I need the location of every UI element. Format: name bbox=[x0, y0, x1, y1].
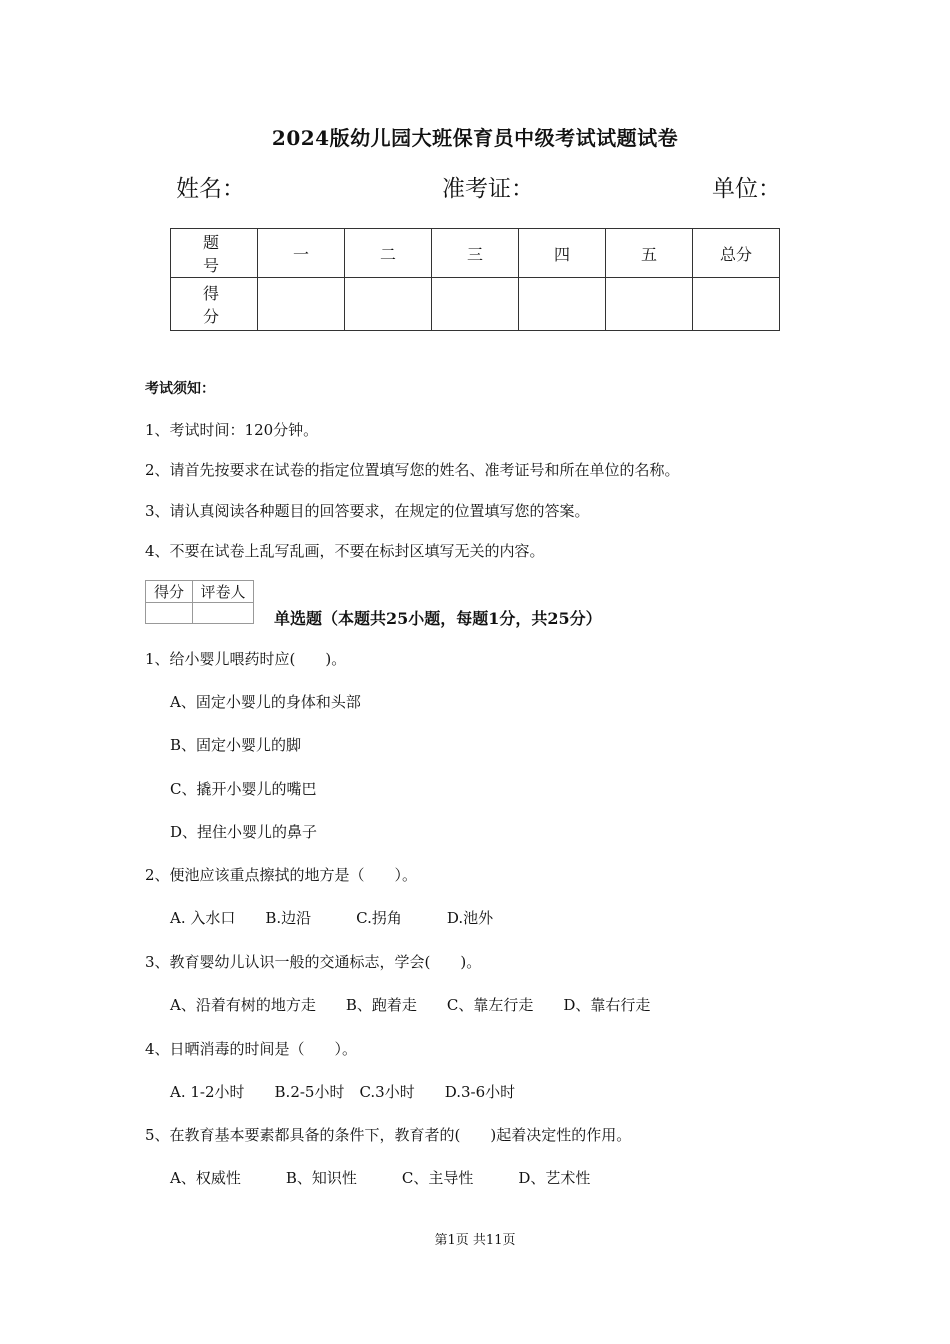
grader-name-cell bbox=[193, 603, 254, 624]
question-stem: 5、在教育基本要素都具备的条件下，教育者的( )起着决定性的作用。 bbox=[145, 1126, 632, 1144]
notice-item: 1、考试时间：120分钟。 bbox=[145, 421, 319, 439]
total-header: 总分 bbox=[693, 229, 780, 278]
question-stem: 1、给小婴儿喂药时应( )。 bbox=[145, 650, 347, 668]
question-option: B、固定小婴儿的脚 bbox=[170, 736, 302, 754]
exam-id-label: 准考证： bbox=[442, 176, 534, 202]
question-option: A、固定小婴儿的身体和头部 bbox=[170, 693, 361, 711]
score-table-score-row bbox=[171, 278, 780, 331]
section-2-header: 二 bbox=[345, 229, 432, 278]
score-table bbox=[170, 228, 780, 331]
notice-item: 3、请认真阅读各种题目的回答要求，在规定的位置填写您的答案。 bbox=[145, 502, 590, 520]
score-cell bbox=[693, 278, 780, 331]
question-stem: 4、日晒消毒的时间是（ ）。 bbox=[145, 1040, 358, 1058]
question-number-header: 题 号 bbox=[171, 229, 258, 278]
question-stem: 3、教育婴幼儿认识一般的交通标志，学会( )。 bbox=[145, 953, 482, 971]
score-table-header-row bbox=[171, 229, 780, 278]
score-cell bbox=[258, 278, 345, 331]
question-options-line: A. 入水口 B.边沿 C.拐角 D.池外 bbox=[170, 909, 494, 927]
question-option: C、撬开小婴儿的嘴巴 bbox=[170, 780, 317, 798]
section-3-header: 三 bbox=[432, 229, 519, 278]
score-row-label: 得 分 bbox=[171, 278, 258, 331]
name-label: 姓名： bbox=[176, 176, 245, 202]
score-cell bbox=[345, 278, 432, 331]
section-4-header: 四 bbox=[519, 229, 606, 278]
grader-score-cell bbox=[146, 603, 193, 624]
notice-item: 2、请首先按要求在试卷的指定位置填写您的姓名、准考证号和所在单位的名称。 bbox=[145, 461, 680, 479]
unit-label: 单位： bbox=[712, 176, 781, 202]
page-footer: 第1页 共11页 bbox=[434, 1233, 516, 1248]
grader-score-label: 得分 bbox=[146, 581, 193, 603]
section-title: 单选题（本题共25小题，每题1分，共25分） bbox=[274, 609, 602, 628]
score-cell bbox=[606, 278, 693, 331]
grader-box bbox=[145, 580, 254, 624]
question-stem: 2、便池应该重点擦拭的地方是（ ）。 bbox=[145, 866, 418, 884]
notice-heading: 考试须知： bbox=[145, 381, 215, 397]
score-cell bbox=[519, 278, 606, 331]
grader-name-label: 评卷人 bbox=[193, 581, 254, 603]
notice-item: 4、不要在试卷上乱写乱画，不要在标封区填写无关的内容。 bbox=[145, 542, 545, 560]
question-options-line: A. 1-2小时 B.2-5小时 C.3小时 D.3-6小时 bbox=[170, 1083, 516, 1101]
question-options-line: A、沿着有树的地方走 B、跑着走 C、靠左行走 D、靠右行走 bbox=[170, 996, 651, 1014]
exam-title: 2024版幼儿园大班保育员中级考试试题试卷 bbox=[271, 126, 679, 150]
question-options-line: A、权威性 B、知识性 C、主导性 D、艺术性 bbox=[170, 1169, 591, 1187]
question-option: D、捏住小婴儿的鼻子 bbox=[170, 823, 318, 841]
candidate-info-row bbox=[176, 170, 780, 204]
section-5-header: 五 bbox=[606, 229, 693, 278]
section-1-header: 一 bbox=[258, 229, 345, 278]
score-cell bbox=[432, 278, 519, 331]
